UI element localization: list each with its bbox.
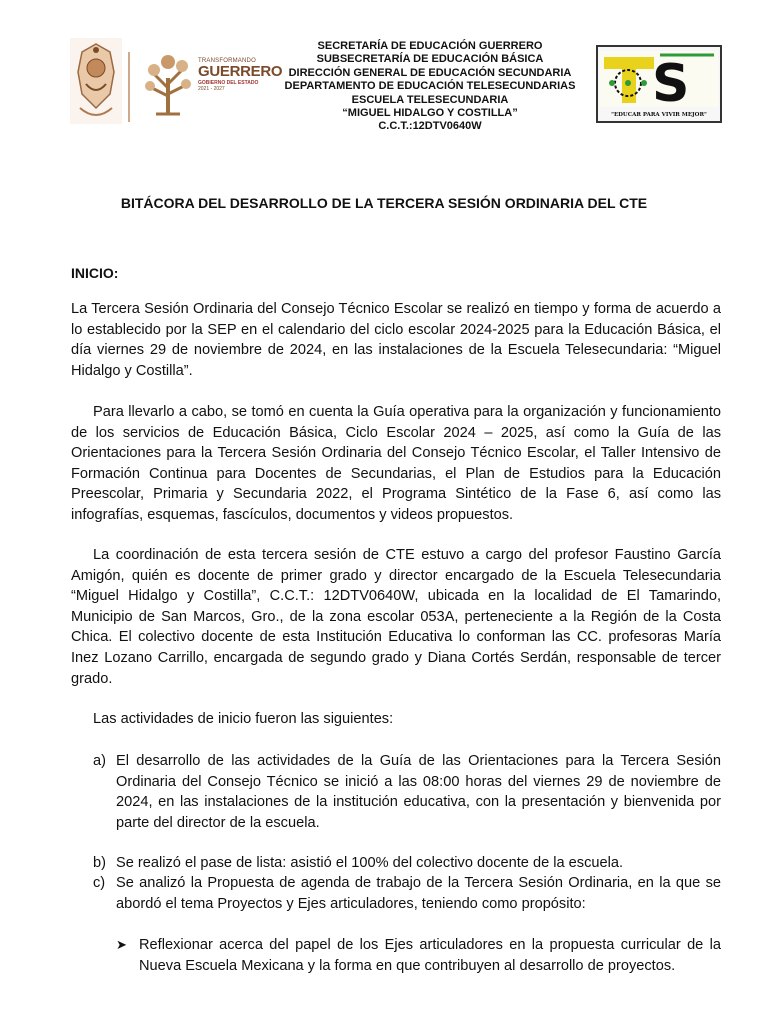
- logo-years-text: 2021 - 2027: [198, 86, 225, 92]
- ts-motto: "EDUCAR PARA VIVIR MEJOR": [611, 112, 707, 118]
- logo-big-text: GUERRERO: [198, 63, 283, 80]
- guerrero-wordmark: [198, 58, 283, 92]
- logo-small-text: TRANSFORMANDO: [198, 58, 256, 64]
- government-logos: [70, 38, 283, 124]
- header-line: SECRETARÍA DE EDUCACIÓN GUERRERO: [317, 40, 543, 52]
- arrow-bullet-icon: ➤: [116, 937, 127, 952]
- list-label: b): [93, 855, 106, 871]
- paragraph-2: Para llevarlo a cabo, se tomó en cuenta la Guía operativa para la organización y funcionamiento de los servicios de Educación Básica, Ciclo Escolar 2024 – 2025, así como la Guía de las Orientaciones para la Tercera Sesión Ordinaria del Consejo Técnico Escolar, el Taller Intensivo de Formación Continua para Docentes de Secundarias, el Plan de Estudios para la Educación Preescolar, Primaria y Secundaria 2022, el Programa Sintético de la Fase 6, así como las infografías, esquemas, fascículos, documentos y videos propuestos.: [71, 404, 721, 523]
- bullet-item: [116, 935, 721, 976]
- header-line: SUBSECRETARÍA DE EDUCACIÓN BÁSICA: [316, 53, 544, 66]
- guerrero-tree-icon: [142, 48, 194, 118]
- list-item: [93, 751, 721, 833]
- list-label: a): [93, 753, 106, 769]
- list-item: [93, 873, 721, 914]
- guerrero-seal-icon: [70, 38, 122, 124]
- paragraph-4: Las actividades de inicio fueron las siguientes:: [93, 711, 394, 727]
- logo-sub-text: GOBIERNO DEL ESTADO: [198, 80, 259, 86]
- list-text: El desarrollo de las actividades de la Guía de las Orientaciones para la Tercera Sesión Ordinaria del Consejo Técnico se inició a las 08:00 horas del viernes 29 de noviembre de 2024, en las instalaciones de la institución educativa, con la presentación y bienvenida por parte del director de la escuela.: [116, 753, 721, 831]
- list-label: c): [93, 875, 106, 891]
- paragraph-3: La coordinación de esta tercera sesión de CTE estuvo a cargo del profesor Faustino García Amigón, quién es docente de primer grado y director encargado de la Escuela Telesecundaria “Miguel Hidalgo y Costilla”, C.C.T.: 12DTV0640W, ubicada en la localidad de El Tamarindo, Municipio de San Marcos, Gro., de la zona escolar 053A, perteneciente a la Región de la Costa Chica. El colectivo docente de esta Institución Educativa lo conforman las CC. profesoras María Inez Lozano Carrillo, encargada de segundo grado y Diana Cortés Serdán, responsable de tercer grado.: [71, 547, 721, 687]
- list-text: Se realizó el pase de lista: asistió el 100% del colectivo docente de la escuela.: [116, 855, 624, 871]
- header-line: DIRECCIÓN GENERAL DE EDUCACIÓN SECUNDARIA: [288, 66, 572, 79]
- header-line: DEPARTAMENTO DE EDUCACIÓN TELESECUNDARIAS: [284, 80, 576, 93]
- bullet-text: Reflexionar acerca del papel de los Ejes articuladores en la propuesta curricular de la Nueva Escuela Mexicana y la forma en que contribuyen al desarrollo de proyectos.: [139, 937, 721, 974]
- header-line: ESCUELA TELESECUNDARIA: [351, 93, 509, 106]
- header-line: “MIGUEL HIDALGO Y COSTILLA”: [342, 107, 518, 120]
- telesecundaria-logo: [596, 45, 722, 123]
- section-heading: INICIO:: [71, 265, 119, 281]
- document-title: BITÁCORA DEL DESARROLLO DE LA TERCERA SESIÓN ORDINARIA DEL CTE: [120, 195, 648, 211]
- list-text: Se analizó la Propuesta de agenda de trabajo de la Tercera Sesión Ordinaria, en la que se abordó el tema Proyectos y Ejes articuladores, teniendo como propósito:: [116, 875, 721, 912]
- institution-header: [270, 40, 590, 134]
- logo-divider: [128, 52, 130, 122]
- header-line: C.C.T.:12DTV0640W: [378, 120, 482, 133]
- list-item: [93, 853, 721, 874]
- paragraph-1: La Tercera Sesión Ordinaria del Consejo Técnico Escolar se realizó en tiempo y forma de acuerdo a lo establecido por la SEP en el calendario del ciclo escolar 2024-2025 para la Educación Básica, el día viernes 29 de noviembre de 2024, en las instalaciones de la Escuela Telesecundaria: “Miguel Hidalgo y Costilla”.: [71, 301, 721, 379]
- ts-logo-icon: [598, 47, 720, 111]
- svg-text:S: S: [652, 54, 690, 111]
